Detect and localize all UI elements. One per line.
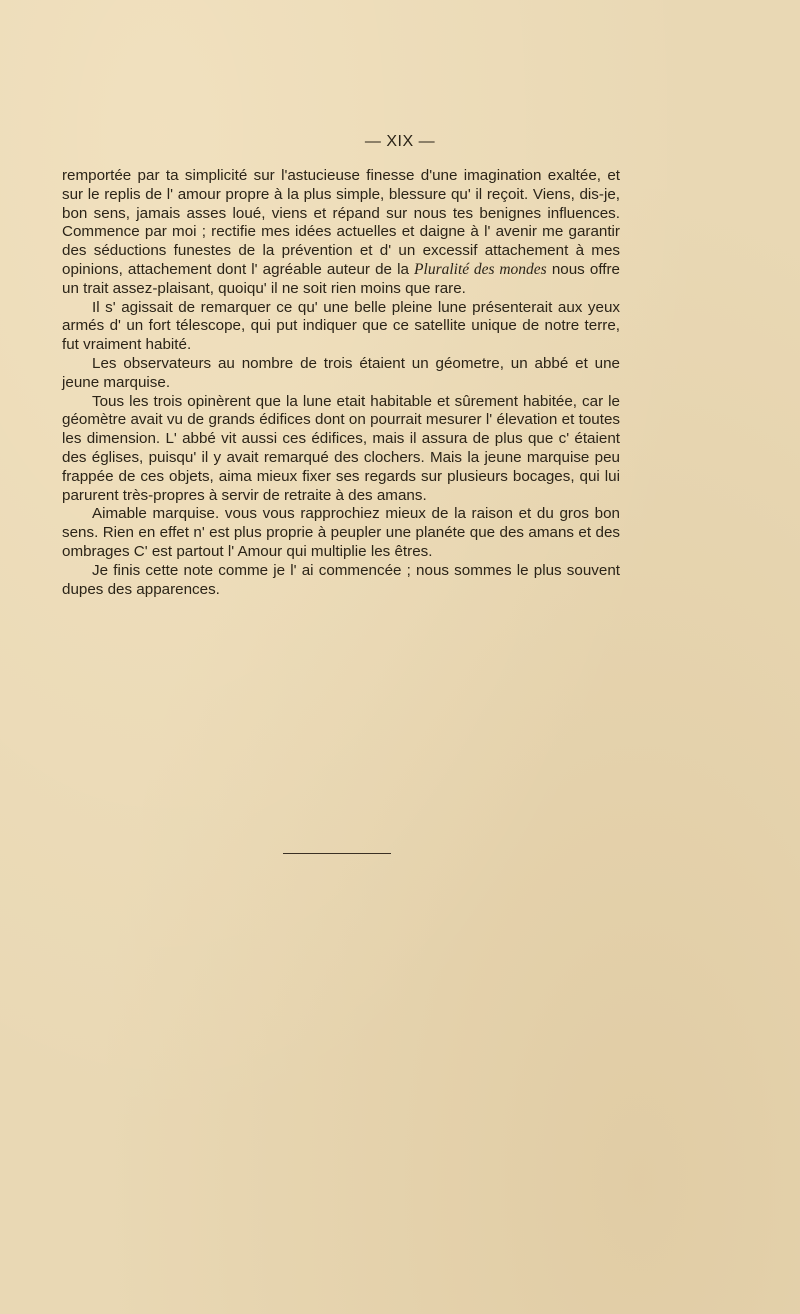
paragraph: Il s' agissait de remarquer ce qu' une belle pleine lune présenterait aux yeux armés d' un fort télescope, qui put indiquer que ce satellite unique de notre terre, fut vraiment habité. — [62, 298, 620, 354]
book-title: Pluralité des mondes — [414, 260, 547, 278]
paragraph — [62, 167, 620, 299]
body-text — [62, 167, 620, 599]
paragraph: Aimable marquise. vous vous rapprochiez mieux de la raison et du gros bon sens. Rien en effet n' est plus proprie à peupler une planéte que des amans et des ombrages C' est partout l' Amour qui multiplie les êtres. — [62, 505, 620, 560]
paragraph: Je finis cette note comme je l' ai commencée ; nous sommes le plus souvent dupes des apparences. — [62, 561, 620, 598]
section-divider — [283, 853, 391, 854]
paragraph: Tous les trois opinèrent que la lune etait habitable et sûrement habitée, car le géomètre avait vu de grands édifices dont on pourrait mesurer l' élevation et toutes les dimension. L' abbé vit aussi ces édifices, mais il assura de plus que c' étaient des églises, puisqu' il y avait remarqué des clochers. Mais la jeune marquise peu frappée de ces objets, aima mieux fixer ses regards sur plusieurs bocages, qui lui parurent très-propres à servir de retraite à des amans. — [62, 392, 620, 504]
paragraph: Les observateurs au nombre de trois étaient un géometre, un abbé et une jeune marquise. — [62, 354, 620, 391]
paragraph-text: nous offre un trait assez-plaisant, quoiqu' il ne soit rien moins que rare. — [62, 260, 621, 297]
page-number: — XIX — — [364, 133, 436, 150]
paragraph-text: remportée par ta simplicité sur l'astucieuse finesse d'une imagination exaltée, et sur le replis de l' amour propre à la plus simple, blessure qu' il reçoit. Viens, dis-je, bon sens, jamais asses loué, viens et répand sur nous tes benignes influences. Commence par moi ; rectifie mes idées actuelles et daigne à l' avenir me garantir des séductions funestes de la prévention et d' un excessif attachement à mes opinions, attachement dont l' agréable auteur de la — [62, 167, 620, 278]
